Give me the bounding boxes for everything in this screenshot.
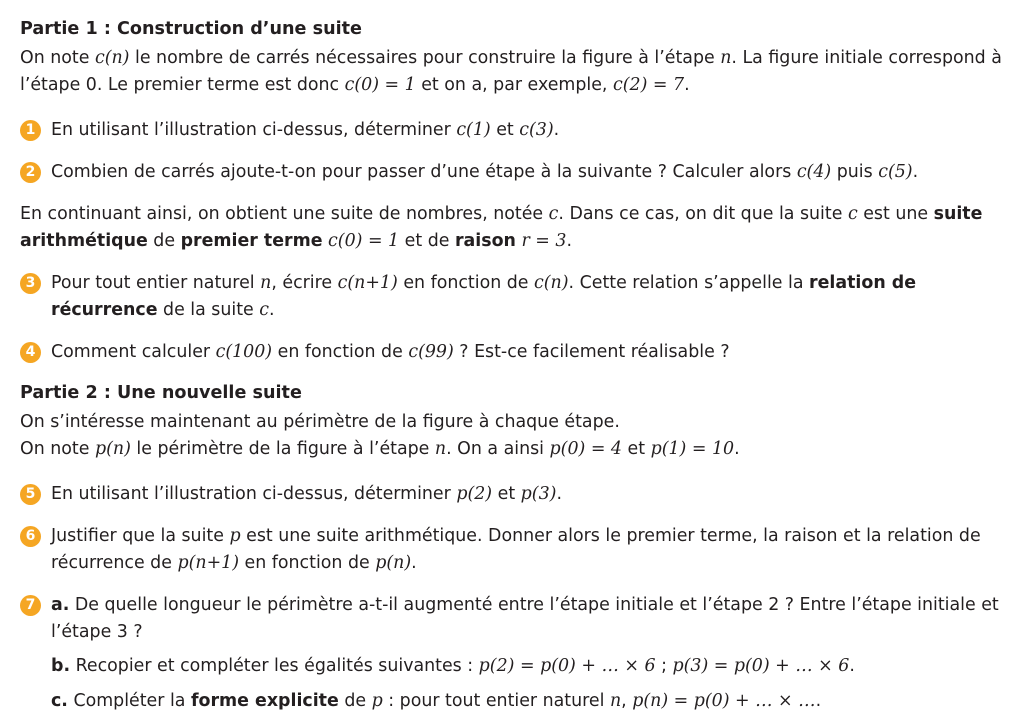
question-4: 4 Comment calculer c(100) en fonction de c(99) ? Est-ce facilement réalisable ? [20, 339, 1024, 366]
part2-title: Partie 2 : Une nouvelle suite [20, 383, 302, 403]
question-number-badge: 2 [20, 162, 41, 183]
question-3: 3 Pour tout entier naturel n, écrire c(n+1) en fonction de c(n). Cette relation s’appelle la relation de récurrence de la suite c. [20, 270, 1024, 324]
part1-title: Partie 1 : Construction d’une suite [20, 19, 362, 39]
question-number-badge: 3 [20, 273, 41, 294]
question-6: 6 Justifier que la suite p est une suite arithmétique. Donner alors le premier terme, la raison et la relation de récurrence de p(n+1) en fonction de p(n). [20, 523, 1024, 577]
question-number-badge: 6 [20, 526, 41, 547]
question-7b: b. Recopier et compléter les égalités suivantes : p(2) = p(0) + … × 6 ; p(3) = p(0) + … × 6. [51, 656, 855, 676]
question-5: 5 En utilisant l’illustration ci-dessus, déterminer p(2) et p(3). [20, 481, 1024, 508]
question-number-badge: 4 [20, 342, 41, 363]
part1-intro: On note c(n) le nombre de carrés nécessaires pour construire la figure à l’étape n. La figure initiale correspond à l’étape 0. Le premier terme est donc c(0) = 1 et on a, par exemple, c(2) = 7. [20, 48, 1002, 95]
question-number-badge: 1 [20, 120, 41, 141]
part2-line1: On s’intéresse maintenant au périmètre de la figure à chaque étape. [20, 412, 620, 432]
part2-line2: On note p(n) le périmètre de la figure à l’étape n. On a ainsi p(0) = 4 et p(1) = 10. [20, 439, 740, 459]
question-1: 1 En utilisant l’illustration ci-dessus, déterminer c(1) et c(3). [20, 117, 1024, 144]
definition-paragraph: En continuant ainsi, on obtient une suite de nombres, notée c. Dans ce cas, on dit que la suite c est une suite arithmétique de premier terme c(0) = 1 et de raison r = 3. [20, 204, 983, 251]
question-number-badge: 5 [20, 484, 41, 505]
question-number-badge: 7 [20, 595, 41, 616]
question-7c: c. Compléter la forme explicite de p : pour tout entier naturel n, p(n) = p(0) + … × …. [51, 691, 822, 711]
question-7a: 7 a. De quelle longueur le périmètre a-t-il augmenté entre l’étape initiale et l’étape 2 ? Entre l’étape initiale et l’étape 3 ? [20, 592, 1024, 646]
question-2: 2 Combien de carrés ajoute-t-on pour passer d’une étape à la suivante ? Calculer alors c(4) puis c(5). [20, 159, 1024, 186]
